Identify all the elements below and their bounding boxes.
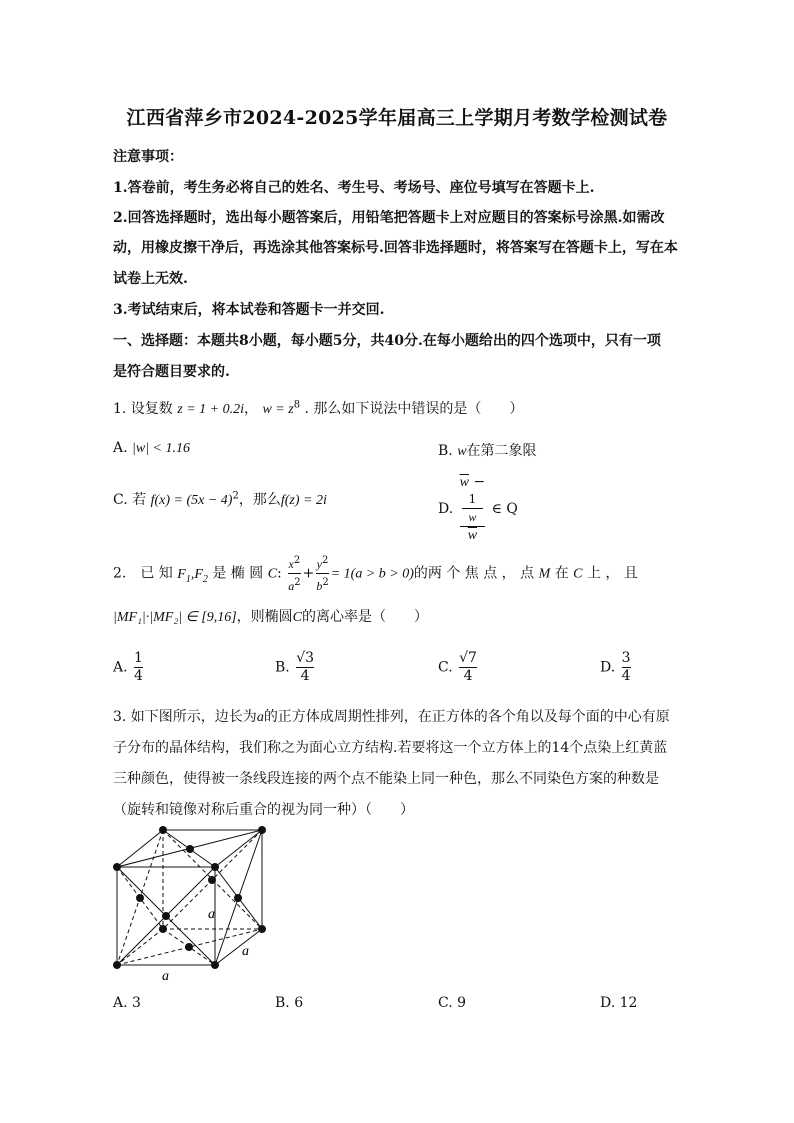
atom	[185, 943, 193, 951]
q2-option-c	[438, 650, 479, 685]
q2-foci: $F_1,F_2$	[177, 566, 208, 585]
q2-frac-y: $\frac{y^2}{b^2}$	[316, 555, 329, 593]
q3-option-b-value: 6	[294, 995, 304, 1011]
q1-option-c-pre: 若	[132, 492, 147, 508]
question-3-line4: （旋转和镜像对称后重合的视为同一种）（ ）	[113, 802, 414, 818]
q3-line1b: 的正方体成周期性排列，在正方体的各个角以及每个面的中心有原	[263, 709, 670, 725]
q3-option-b	[275, 995, 303, 1011]
q2-prefix: 2. 已 知	[113, 565, 173, 582]
q2-option-d-fraction: $\frac{3}{4}$	[621, 650, 631, 684]
q3-option-a-label: A.	[113, 995, 128, 1011]
q1-option-a	[113, 440, 190, 457]
q2-condition: = 1(a > b > 0)	[330, 566, 414, 582]
atom	[211, 961, 219, 969]
notice-item-2-cont: 动，用橡皮擦干净后，再选涂其他答案标号.回答非选择题时，将答案写在答题卡上，写在本	[113, 240, 678, 256]
q2-frac-x: $\frac{x^2}{a^2}$	[288, 555, 301, 593]
atom	[159, 826, 167, 834]
question-1: 1. 设复数 z = 1 + 0.2i， $w = z^8$ . 那么如下说法中错误的是（ ）	[113, 399, 524, 417]
atom	[208, 876, 216, 884]
notice-heading: 注意事项：	[113, 149, 183, 165]
section-heading: 一、选择题：本题共8小题，每小题5分，共40分.在每小题给出的四个选项中，只有一项	[113, 333, 661, 349]
q3-option-c-value: 9	[457, 995, 467, 1011]
q1-option-d: D. $\overline{w}$ − 1 w w ∈ Q	[438, 474, 518, 543]
q2-on-text: 在	[554, 565, 569, 582]
q3-option-d-label: D.	[600, 995, 616, 1011]
q2-option-c-fraction: $\frac{√7}{4}$	[459, 650, 477, 684]
q3-option-c-label: C.	[438, 995, 453, 1011]
q2-option-b-fraction: $\frac{√3}{4}$	[296, 650, 315, 684]
q1-option-c	[113, 489, 327, 509]
q1-option-c-label: C.	[113, 492, 128, 508]
atom	[211, 863, 219, 871]
q2-c: C	[292, 610, 302, 625]
q3-a: a	[256, 710, 264, 725]
question-2-cont	[113, 606, 428, 626]
q1-option-b-label: B.	[438, 443, 453, 459]
notice-item-3: 3.考试结束后，将本试卷和答题卡一并交回.	[113, 302, 385, 318]
atom	[162, 912, 170, 920]
q1-option-d-label: D.	[438, 501, 454, 517]
atom	[258, 925, 266, 933]
q2-option-a-fraction: $\frac{1}{4}$	[134, 650, 143, 684]
q2-mid: 是 椭 圆	[212, 565, 264, 582]
q1-option-d-denominator: w	[460, 526, 486, 544]
q1-option-d-fraction	[460, 474, 486, 544]
q1-option-b-var: w	[457, 444, 467, 459]
q3-option-b-label: B.	[275, 995, 290, 1011]
q2-option-d	[600, 650, 633, 685]
q3-option-a	[113, 995, 141, 1011]
notice-item-2-end: 试卷上无效.	[113, 271, 188, 287]
q3-option-c	[438, 995, 466, 1011]
q1-option-b	[438, 440, 537, 460]
q2-option-b	[275, 650, 316, 685]
q2-option-c-label: C.	[438, 659, 453, 676]
q2-option-b-label: B.	[275, 659, 290, 676]
q3-option-d	[600, 995, 637, 1011]
q2-condition-expr: |MF₁|·|MF₂| ∈ [9,16]	[113, 610, 237, 625]
atom	[113, 961, 121, 969]
q2-option-d-label: D.	[600, 659, 616, 676]
notice-item-1: 1.答卷前，考生务必将自己的姓名、考生号、考场号、座位号填写在答题卡上.	[113, 180, 595, 196]
q1-option-c-exp: 2	[232, 490, 239, 502]
page-title: 江西省萍乡市2024-2025学年届高三上学期月考数学检测试卷	[126, 107, 668, 129]
q2-option-a-label: A.	[113, 659, 128, 676]
q2-ellipse-name: C	[267, 566, 278, 582]
q1-w-def: w = z	[262, 402, 294, 417]
edge-label-a: a	[162, 969, 169, 982]
edge-label-a: a	[242, 944, 249, 959]
q2-line2-suffix: 的离心率是（ ）	[302, 609, 428, 625]
q2-suffix: 的两 个 焦 点 ， 点	[413, 565, 535, 582]
section-heading-cont: 是符合题目要求的.	[113, 364, 230, 380]
atom	[113, 863, 121, 871]
atom	[258, 826, 266, 834]
atom	[159, 925, 167, 933]
q1-option-c-result: f(z) = 2i	[280, 493, 327, 508]
q1-option-a-text: |w| < 1.16	[132, 441, 190, 456]
q2-option-a	[113, 650, 145, 685]
atom	[186, 845, 194, 853]
question-3	[113, 706, 670, 726]
q2-on-c: C	[573, 566, 583, 582]
q1-option-c-mid: ，那么	[238, 492, 281, 508]
q1-suffix: . 那么如下说法中错误的是（ ）	[304, 401, 524, 417]
q2-point: M	[538, 566, 551, 582]
q1-w-exp: 8	[293, 399, 301, 411]
atom	[234, 894, 242, 902]
q1-option-d-numerator: $\overline{w}$ − 1 w	[459, 474, 486, 524]
q3-option-a-value: 3	[132, 995, 141, 1011]
question-2: 2. 已 知 $F_1,F_2$ 是 椭 圆 C: $\frac{x^2}{a^2}$ + $\frac{y^2}{b^2}$ = 1(a > b > 0)的两 个 焦 点 ， 点 M 在 C 上 ， 且	[113, 552, 681, 595]
q1-option-a-label: A.	[113, 440, 128, 456]
edge-label-a: a	[208, 907, 215, 922]
q1-option-b-text: 在第二象限	[466, 443, 537, 459]
notice-item-2: 2.回答选择题时，选出每小题答案后，用铅笔把答题卡上对应题目的答案标号涂黑.如需改	[113, 210, 665, 226]
q2-tail: 上 ， 且	[586, 565, 638, 582]
q3-line1: 3. 如下图所示，边长为	[113, 709, 257, 725]
q1-option-c-expr: f(x) = (5x − 4)	[150, 493, 233, 508]
fcc-cube-figure	[104, 822, 284, 982]
question-3-line3: 三种颜色，使得被一条线段连接的两个点不能染上同一种色，那么不同染色方案的种数是	[113, 771, 659, 787]
q1-prefix: 1. 设复数	[113, 401, 173, 417]
question-3-line2: 子分布的晶体结构，我们称之为面心立方结构.若要将这一个立方体上的14个点染上红黄蓝	[113, 740, 668, 756]
q1-z-def: z = 1 + 0.2i	[177, 402, 244, 417]
q2-text: ，则椭圆	[236, 609, 293, 625]
atom	[136, 894, 144, 902]
q3-option-d-value: 12	[619, 995, 638, 1011]
